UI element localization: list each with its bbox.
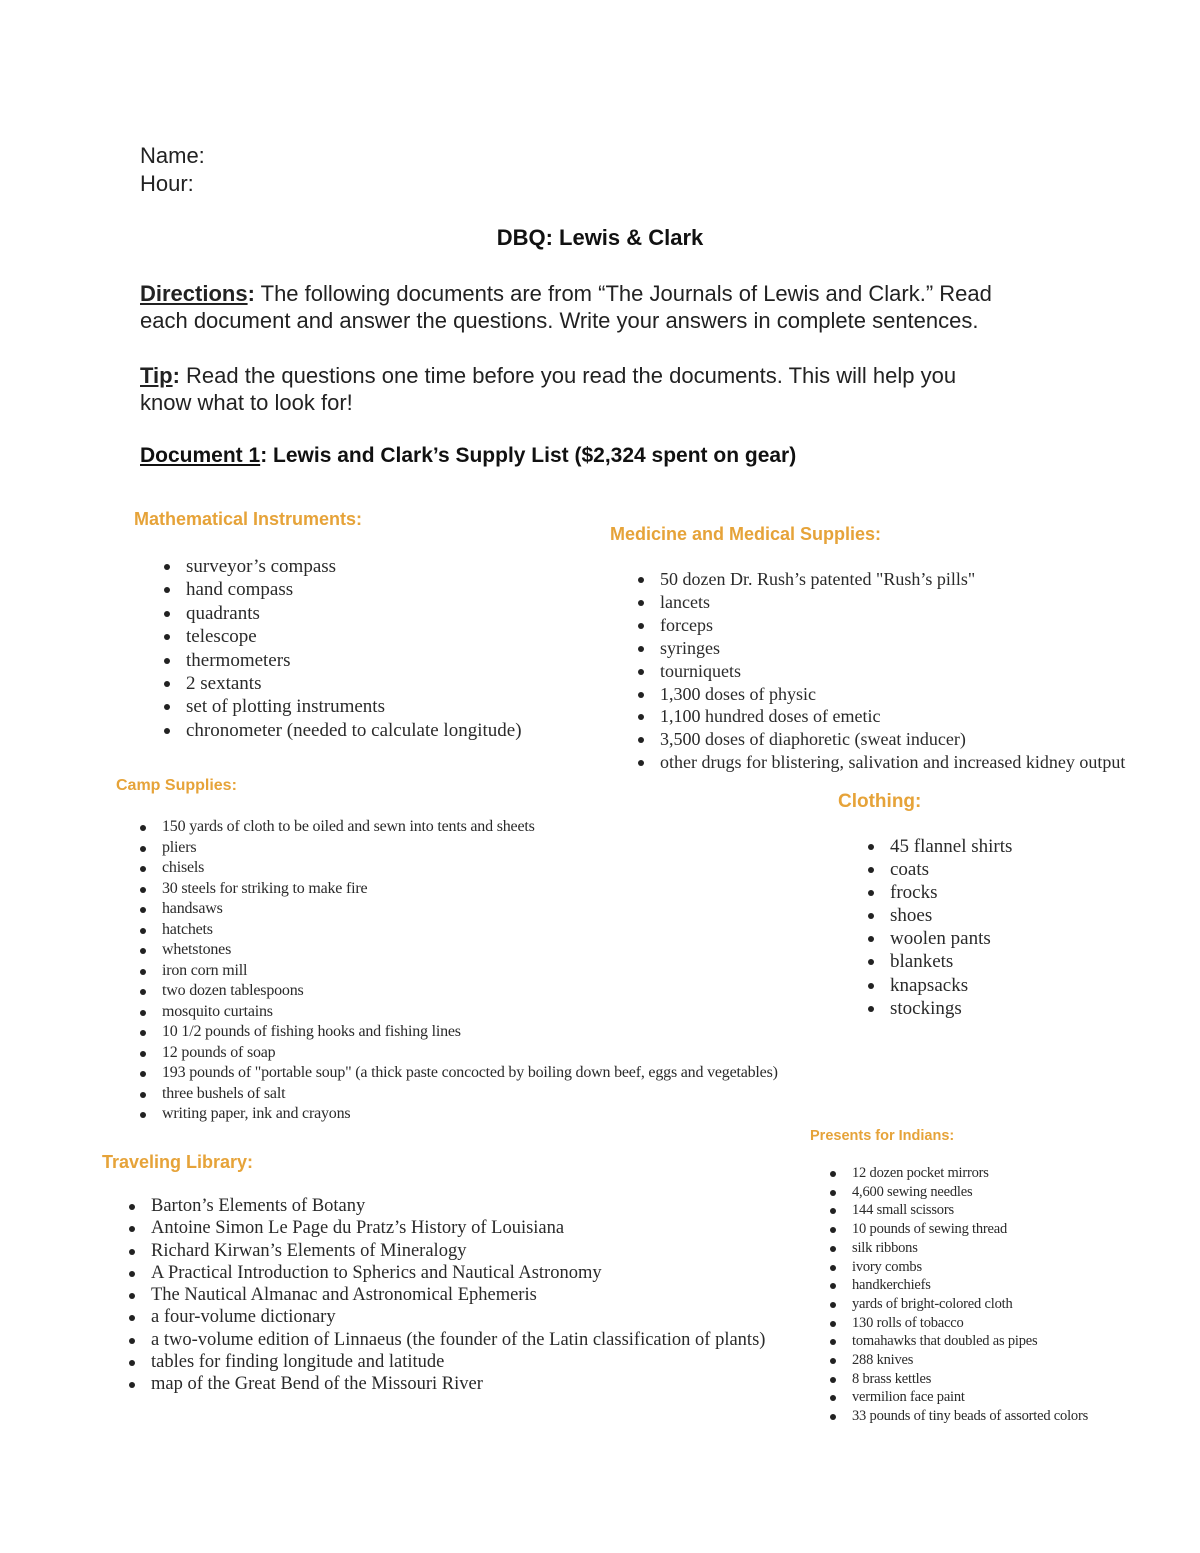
camp-list [138, 817, 778, 1125]
directions-label: Directions [140, 281, 248, 306]
list-item: vermilion face paint [828, 1388, 1088, 1407]
list-item: Barton’s Elements of Botany [127, 1195, 765, 1217]
list-item: lancets [636, 591, 1125, 614]
list-item: 12 dozen pocket mirrors [828, 1164, 1088, 1183]
list-item: handsaws [138, 899, 778, 920]
list-item: blankets [866, 950, 1012, 973]
list-item: 144 small scissors [828, 1201, 1088, 1220]
list-item: 1,300 doses of physic [636, 683, 1125, 706]
document1-label: Document 1 [140, 444, 261, 467]
list-item: whetstones [138, 940, 778, 961]
list-item: telescope [162, 625, 522, 648]
list-item: writing paper, ink and crayons [138, 1104, 778, 1125]
tip-colon: : [172, 363, 180, 388]
list-item: set of plotting instruments [162, 695, 522, 718]
library-list [127, 1195, 765, 1396]
list-item: 30 steels for striking to make fire [138, 879, 778, 900]
list-item: 50 dozen Dr. Rush’s patented "Rush’s pills" [636, 568, 1125, 591]
tip-line1: Read the questions one time before you read the documents. This will help you [179, 363, 957, 388]
list-item: 10 pounds of sewing thread [828, 1220, 1088, 1239]
list-item: The Nautical Almanac and Astronomical Ephemeris [127, 1284, 765, 1306]
list-item: forceps [636, 614, 1125, 637]
medicine-heading: Medicine and Medical Supplies: [610, 524, 882, 544]
list-item: iron corn mill [138, 961, 778, 982]
list-item: 10 1/2 pounds of fishing hooks and fishing lines [138, 1022, 778, 1043]
document1-title: : Lewis and Clark’s Supply List ($2,324 spent on gear) [260, 444, 797, 467]
list-item: yards of bright-colored cloth [828, 1295, 1088, 1314]
directions-paragraph [140, 280, 1140, 334]
list-item: two dozen tablespoons [138, 981, 778, 1002]
list-item: mosquito curtains [138, 1002, 778, 1023]
math-heading: Mathematical Instruments: [134, 509, 363, 529]
list-item: Antoine Simon Le Page du Pratz’s History of Louisiana [127, 1217, 765, 1239]
list-item: a two-volume edition of Linnaeus (the founder of the Latin classification of plants) [127, 1329, 765, 1351]
list-item: 45 flannel shirts [866, 835, 1012, 858]
list-item: thermometers [162, 649, 522, 672]
list-item: 193 pounds of "portable soup" (a thick paste concocted by boiling down beef, eggs and vegetables) [138, 1063, 778, 1084]
tip-line2: know what to look for! [140, 390, 353, 415]
list-item: map of the Great Bend of the Missouri River [127, 1373, 765, 1395]
directions-colon: : [247, 281, 255, 306]
list-item: 8 brass kettles [828, 1370, 1088, 1389]
directions-line1: The following documents are from “The Journals of Lewis and Clark.” Read [254, 281, 992, 306]
list-item: tables for finding longitude and latitude [127, 1351, 765, 1373]
list-item: woolen pants [866, 927, 1012, 950]
list-item: hand compass [162, 578, 522, 601]
list-item: tomahawks that doubled as pipes [828, 1332, 1088, 1351]
document1-heading [140, 444, 796, 468]
list-item: A Practical Introduction to Spherics and Nautical Astronomy [127, 1262, 765, 1284]
list-item: 2 sextants [162, 672, 522, 695]
tip-paragraph [140, 362, 1140, 416]
presents-list [828, 1164, 1088, 1426]
list-item: a four-volume dictionary [127, 1306, 765, 1328]
list-item: 33 pounds of tiny beads of assorted colors [828, 1407, 1088, 1426]
list-item: surveyor’s compass [162, 555, 522, 578]
list-item: frocks [866, 881, 1012, 904]
clothing-heading: Clothing: [838, 791, 922, 812]
list-item: 150 yards of cloth to be oiled and sewn into tents and sheets [138, 817, 778, 838]
list-item: chisels [138, 858, 778, 879]
list-item: knapsacks [866, 974, 1012, 997]
presents-heading: Presents for Indians: [810, 1128, 955, 1144]
list-item: stockings [866, 997, 1012, 1020]
list-item: hatchets [138, 920, 778, 941]
list-item: other drugs for blistering, salivation and increased kidney output [636, 751, 1125, 774]
list-item: syringes [636, 637, 1125, 660]
list-item: shoes [866, 904, 1012, 927]
name-label: Name: [140, 143, 205, 168]
list-item: chronometer (needed to calculate longitude) [162, 719, 522, 742]
list-item: pliers [138, 838, 778, 859]
clothing-list [866, 835, 1012, 1020]
list-item: handkerchiefs [828, 1276, 1088, 1295]
tip-label: Tip [140, 363, 173, 388]
list-item: Richard Kirwan’s Elements of Mineralogy [127, 1240, 765, 1262]
page-title: DBQ: Lewis & Clark [496, 225, 704, 250]
math-list [162, 555, 522, 742]
hour-label: Hour: [140, 171, 194, 196]
list-item: 1,100 hundred doses of emetic [636, 705, 1125, 728]
list-item: 288 knives [828, 1351, 1088, 1370]
library-heading: Traveling Library: [102, 1152, 254, 1172]
list-item: coats [866, 858, 1012, 881]
list-item: tourniquets [636, 660, 1125, 683]
list-item: three bushels of salt [138, 1084, 778, 1105]
list-item: 12 pounds of soap [138, 1043, 778, 1064]
list-item: 4,600 sewing needles [828, 1183, 1088, 1202]
medicine-list [636, 568, 1125, 774]
list-item: silk ribbons [828, 1239, 1088, 1258]
camp-heading: Camp Supplies: [116, 777, 237, 794]
list-item: 130 rolls of tobacco [828, 1314, 1088, 1333]
list-item: quadrants [162, 602, 522, 625]
directions-line2: each document and answer the questions. Write your answers in complete sentences. [140, 308, 979, 333]
list-item: 3,500 doses of diaphoretic (sweat inducer) [636, 728, 1125, 751]
list-item: ivory combs [828, 1258, 1088, 1277]
